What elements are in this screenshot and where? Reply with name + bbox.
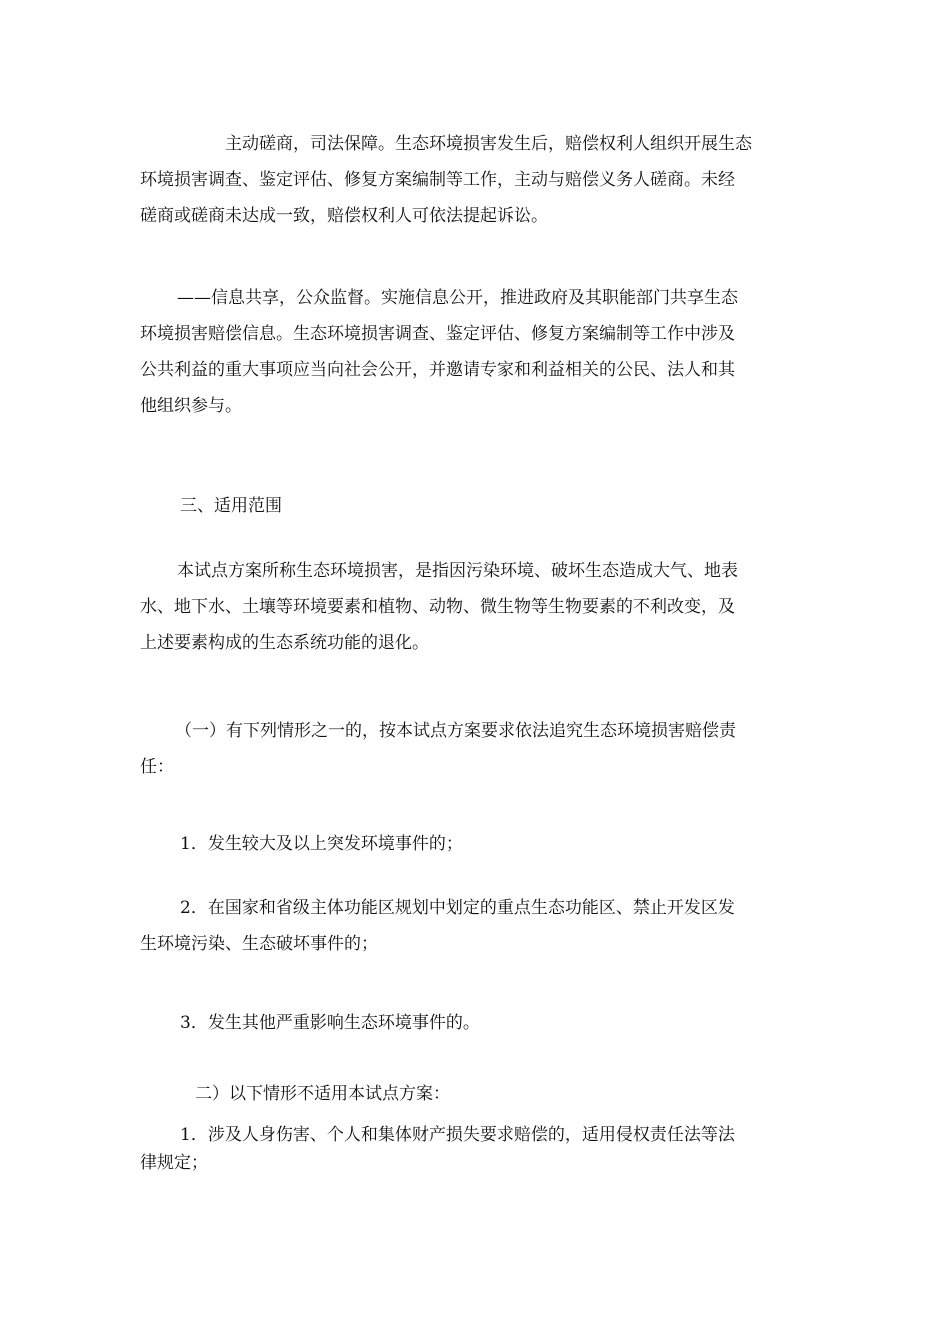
paragraph-applicable-cases xyxy=(140,713,820,785)
text-line: 环境损害调查、鉴定评估、修复方案编制等工作，主动与赔偿义务人磋商。未经 xyxy=(140,170,735,190)
text-line: 生环境污染、生态破坏事件的； xyxy=(140,934,378,954)
paragraph-exclusions xyxy=(140,1080,820,1108)
text-line: 1．发生较大及以上突发环境事件的； xyxy=(180,834,463,854)
text-line: ——信息共享，公众监督。实施信息公开，推进政府及其职能部门共享生态 xyxy=(177,288,738,308)
text-line: 公共利益的重大事项应当向社会公开，并邀请专家和利益相关的公民、法人和其 xyxy=(140,360,735,380)
text-line: 本试点方案所称生态环境损害，是指因污染环境、破坏生态造成大气、地表 xyxy=(177,561,738,581)
section-heading-scope xyxy=(140,488,820,524)
list-item-exclusion-1 xyxy=(140,1121,820,1177)
list-item-2 xyxy=(140,890,820,962)
text-line: 3．发生其他严重影响生态环境事件的。 xyxy=(180,1013,480,1033)
paragraph-definition xyxy=(140,553,820,661)
text-line: 三、适用范围 xyxy=(180,496,282,516)
text-line: 2．在国家和省级主体功能区规划中划定的重点生态功能区、禁止开发区发 xyxy=(180,898,735,918)
text-line: 磋商或磋商未达成一致，赔偿权利人可依法提起诉讼。 xyxy=(140,206,548,226)
text-line: 水、地下水、土壤等环境要素和植物、动物、微生物等生物要素的不利改变，及 xyxy=(140,597,735,617)
paragraph-information-sharing xyxy=(140,280,820,424)
paragraph-consultation xyxy=(140,126,820,234)
text-line: 律规定； xyxy=(140,1153,208,1173)
text-line: 主动磋商，司法保障。生态环境损害发生后，赔偿权利人组织开展生态 xyxy=(225,134,752,154)
list-item-1 xyxy=(140,826,820,862)
text-line: 二）以下情形不适用本试点方案： xyxy=(195,1084,450,1104)
text-line: 任： xyxy=(140,757,174,777)
text-line: 他组织参与。 xyxy=(140,396,242,416)
list-item-3 xyxy=(140,1005,820,1041)
text-line: 环境损害赔偿信息。生态环境损害调查、鉴定评估、修复方案编制等工作中涉及 xyxy=(140,324,735,344)
text-line: 上述要素构成的生态系统功能的退化。 xyxy=(140,633,429,653)
text-line: 1．涉及人身伤害、个人和集体财产损失要求赔偿的，适用侵权责任法等法 xyxy=(180,1125,735,1145)
text-line: （一）有下列情形之一的，按本试点方案要求依法追究生态环境损害赔偿责 xyxy=(175,721,736,741)
